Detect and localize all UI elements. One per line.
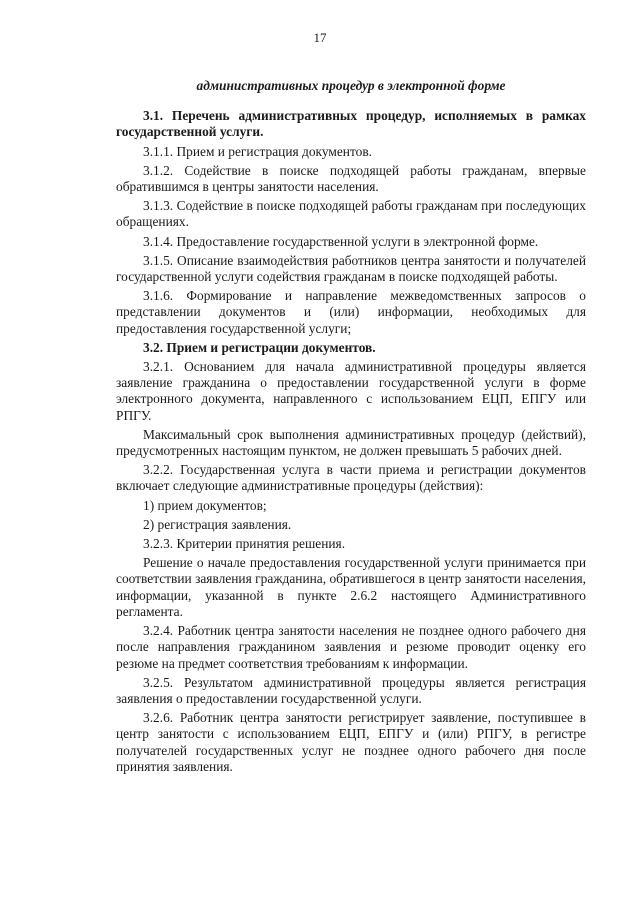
paragraph-3-1-6: 3.1.6. Формирование и направление межведомственных запросов о представлении документов и (или) информации, необходимых для предоставления государственной услуги; — [116, 288, 586, 336]
section-heading: административных процедур в электронной форме — [196, 78, 506, 93]
paragraph-3-2-2: 3.2.2. Государственная услуга в части приема и регистрации документов включает следующие административные процедуры (действия): — [116, 462, 586, 494]
list-item-1: 1) прием документов; — [143, 497, 267, 513]
paragraph-3-2-3: 3.2.3. Критерии принятия решения. — [143, 536, 346, 552]
list-item-2: 2) регистрация заявления. — [143, 516, 292, 532]
paragraph-3-1-1: 3.1.1. Прием и регистрация документов. — [143, 143, 372, 159]
document-body — [116, 78, 586, 778]
paragraph-3-2-4: 3.2.4. Работник центра занятости населения не позднее одного рабочего дня после направления гражданином заявления и резюме проводит оценку его резюме на предмет соответствия требованиям к информации. — [116, 623, 586, 671]
page-number: 17 — [313, 30, 327, 45]
section-3-1-title: 3.1. Перечень административных процедур, исполняемых в рамках государственной услуги. — [116, 108, 586, 140]
paragraph-3-2-6: 3.2.6. Работник центра занятости регистрирует заявление, поступившее в центр занятости с использованием ЕЦП, ЕПГУ и (или) РПГУ, в регистре получателей государственных услуг не позднее одного рабочего дня после принятия заявления. — [116, 710, 586, 774]
paragraph-max-term: Максимальный срок выполнения административных процедур (действий), предусмотренных настоящим пунктом, не должен превышать 5 рабочих дней. — [116, 426, 586, 459]
paragraph-3-1-4: 3.1.4. Предоставление государственной услуги в электронной форме. — [143, 233, 539, 249]
paragraph-3-2-5: 3.2.5. Результатом административной процедуры является регистрация заявления о предоставлении государственной услуги. — [116, 674, 586, 706]
paragraph-3-1-5: 3.1.5. Описание взаимодействия работников центра занятости и получателей государственной услуги содействия гражданам в поиске подходящей работы. — [116, 252, 586, 285]
paragraph-3-1-3: 3.1.3. Содействие в поиске подходящей работы гражданам при последующих обращениях. — [116, 198, 586, 230]
paragraph-decision: Решение о начале предоставления государственной услуги принимается при соответствии заявления гражданина, обратившегося в центр занятости населения, информации, указанной в пункте 2.6.2 настоящего Административного регламента. — [116, 555, 586, 619]
paragraph-3-1-2: 3.1.2. Содействие в поиске подходящей работы гражданам, впервые обратившимся в центры занятости населения. — [116, 162, 586, 195]
paragraph-3-2-1: 3.2.1. Основанием для начала административной процедуры является заявление гражданина о предоставлении государственной услуги в форме электронного документа, направленного с использованием ЕЦП, ЕПГУ или РПГУ. — [116, 359, 586, 423]
section-3-2-title: 3.2. Прием и регистрации документов. — [143, 339, 376, 355]
